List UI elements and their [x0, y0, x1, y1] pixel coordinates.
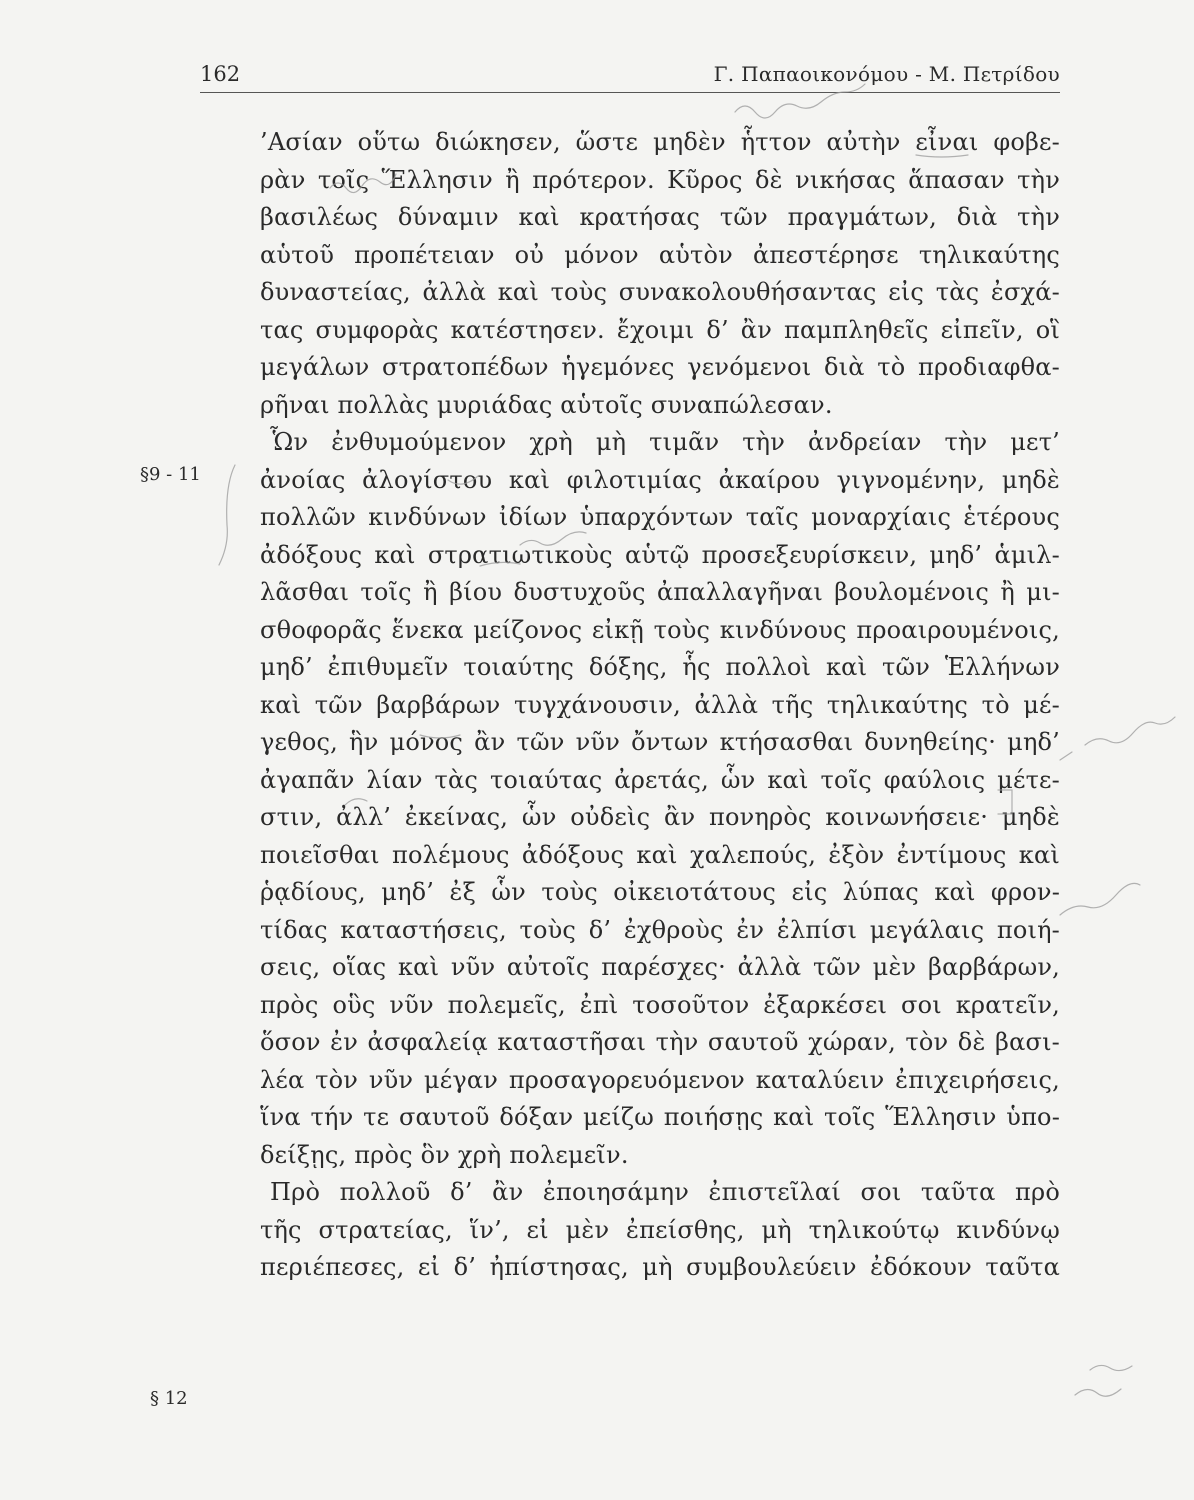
text-line: γεθος, ἣν μόνος ἂν τῶν νῦν ὄντων κτήσασθαι δυνηθείης· μηδ’ [260, 728, 1060, 756]
text-line: πολλῶν κινδύνων ἰδίων ὑπαρχόντων ταῖς μοναρχίαις ἑτέρους [260, 503, 1060, 531]
text-line: λᾶσθαι τοῖς ἢ βίου δυστυχοῦς ἀπαλλαγῆναι βουλομένοις ἢ μι- [260, 578, 1060, 606]
text-line: περιέπεσες, εἰ δ’ ἠπίστησας, μὴ συμβουλεύειν ἐδόκουν ταῦτα [260, 1253, 1060, 1281]
pencil-scribble-right-lower [1060, 883, 1140, 915]
page-header [200, 62, 1060, 92]
text-line: ἵνα τήν τε σαυτοῦ δόξαν μείζω ποιήσῃς καὶ τοῖς Ἕλλησιν ὑπο- [260, 1103, 1060, 1131]
pencil-scribble-bottom-right [1075, 1389, 1121, 1396]
text-line: πρὸς οὓς νῦν πολεμεῖς, ἐπὶ τοσοῦτον ἐξαρκέσει σοι κρατεῖν, [260, 990, 1060, 1019]
text-line: ποιεῖσθαι πολέμους ἀδόξους καὶ χαλεπούς, ἐξὸν ἐντίμους καὶ [260, 840, 1060, 869]
text-line: ρὰν τοῖς Ἕλλησιν ἢ πρότερον. Κῦρος δὲ νικήσας ἅπασαν τὴν [260, 165, 1060, 194]
page-number: 162 [200, 62, 241, 86]
text-line: ἀνοίας ἀλογίστου καὶ φιλοτιμίας ἀκαίρου γιγνομένην, μηδὲ [260, 465, 1060, 494]
text-line: καὶ τῶν βαρβάρων τυγχάνουσιν, ἀλλὰ τῆς τηλικαύτης τὸ μέ- [260, 690, 1060, 719]
header-rule [200, 92, 1060, 93]
text-line: βασιλέως δύναμιν καὶ κρατήσας τῶν πραγμάτων, διὰ τὴν [260, 203, 1060, 231]
text-line: σθοφορᾶς ἕνεκα μείζονος εἰκῇ τοὺς κινδύνους προαιρουμένοις, [260, 615, 1060, 644]
text-line: ρῆναι πολλὰς μυριάδας αὑτοῖς συναπώλεσαν. [260, 390, 833, 419]
pencil-bracket-left [219, 465, 235, 565]
text-line: ῥᾳδίους, μηδ’ ἐξ ὧν τοὺς οἰκειοτάτους εἰς λύπας καὶ φρον- [260, 878, 1060, 906]
body-text [260, 124, 1060, 1287]
text-line: τίδας καταστήσεις, τοὺς δ’ ἐχθροὺς ἐν ἐλπίσι μεγάλαις ποιή- [260, 915, 1060, 944]
text-line: Ὧν ἐνθυμούμενον χρὴ μὴ τιμᾶν τὴν ἀνδρείαν τὴν μετ’ [270, 428, 1060, 456]
text-line: αὑτοῦ προπέτειαν οὐ μόνον αὑτὸν ἀπεστέρησε τηλικαύτης [260, 240, 1060, 269]
text-line: ἀγαπᾶν λίαν τὰς τοιαύτας ἀρετάς, ὧν καὶ τοῖς φαύλοις μέτε- [260, 765, 1060, 794]
running-head: Γ. Παπαοικονόμου - Μ. Πετρίδου [713, 62, 1060, 86]
text-line: ἀδόξους καὶ στρατιωτικοὺς αὑτῷ προσεξευρίσκειν, μηδ’ ἁμιλ- [260, 540, 1060, 569]
text-line: Πρὸ πολλοῦ δ’ ἂν ἐποιησάμην ἐπιστεῖλαί σοι ταῦτα πρὸ [270, 1178, 1060, 1206]
text-line: λέα τὸν νῦν μέγαν προσαγορευόμενον καταλύειν ἐπιχειρήσεις, [260, 1065, 1060, 1094]
text-line: τας συμφορὰς κατέστησεν. ἔχοιμι δ’ ἂν παμπληθεῖς εἰπεῖν, οἳ [260, 315, 1060, 344]
pencil-tick [1060, 752, 1072, 760]
text-line: ὅσον ἐν ἀσφαλείᾳ καταστῆσαι τὴν σαυτοῦ χώραν, τὸν δὲ βασι- [260, 1028, 1060, 1056]
section-mark-9-11: §9 - 11 [140, 464, 201, 485]
text-line: στιν, ἀλλ’ ἐκείνας, ὧν οὐδεὶς ἂν πονηρὸς κοινωνήσειε· μηδὲ [260, 803, 1060, 831]
text-line: τῆς στρατείας, ἵν’, εἰ μὲν ἐπείσθης, μὴ τηλικούτῳ κινδύνῳ [260, 1215, 1060, 1244]
text-line: δυναστείας, ἀλλὰ καὶ τοὺς συνακολουθήσαντας εἰς τὰς ἐσχά- [260, 278, 1060, 306]
text-line: μηδ’ ἐπιθυμεῖν τοιαύτης δόξης, ἧς πολλοὶ καὶ τῶν Ἑλλήνων [260, 653, 1060, 681]
pencil-scribble-right-margin [1085, 717, 1175, 745]
text-line: μεγάλων στρατοπέδων ἡγεμόνες γενόμενοι διὰ τὸ προδιαφθα- [260, 353, 1060, 381]
text-line: δείξῃς, πρὸς ὃν χρὴ πολεμεῖν. [260, 1140, 629, 1169]
pencil-scribble-bottom-right-2 [1090, 1365, 1132, 1370]
text-line: ’Ασίαν οὕτω διώκησεν, ὥστε μηδὲν ἧττον αὐτὴν εἶναι φοβε- [260, 128, 1060, 156]
section-mark-12: § 12 [150, 1388, 188, 1409]
text-line: σεις, οἵας καὶ νῦν αὐτοῖς παρέσχες· ἀλλὰ τῶν μὲν βαρβάρων, [260, 953, 1060, 981]
